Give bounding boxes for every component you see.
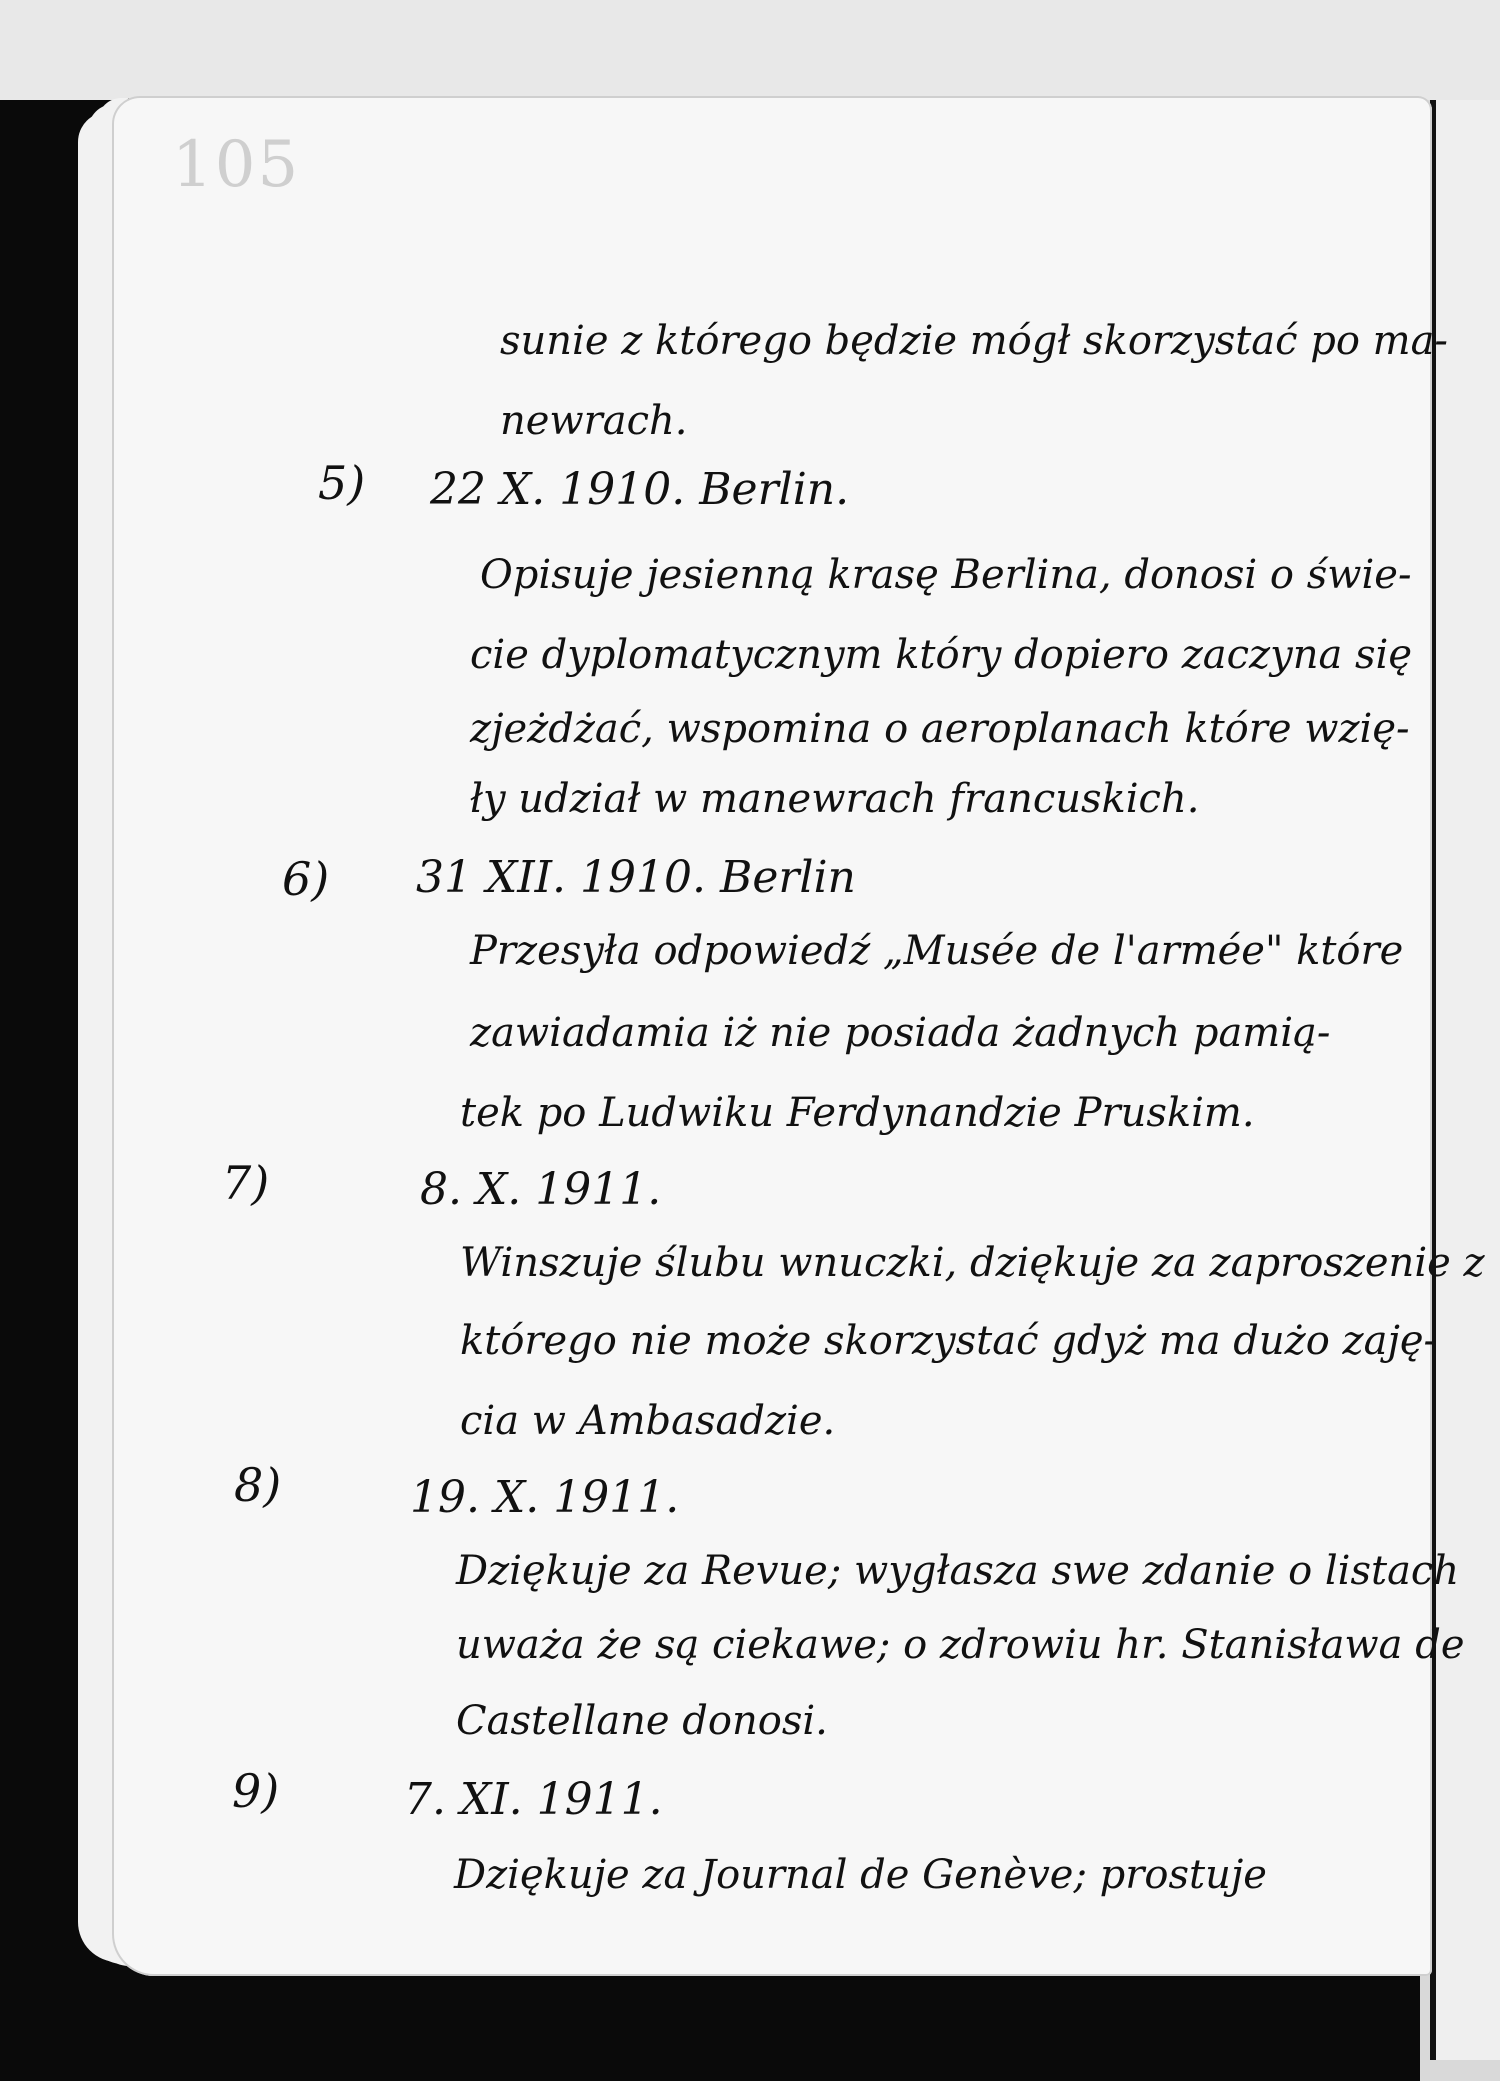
entry-line: tek po Ludwiku Ferdynandzie Pruskim. <box>460 1090 1255 1136</box>
entry-line: cia w Ambasadzie. <box>460 1398 836 1444</box>
entry-line: cie dyplomatycznym który dopiero zaczyna się <box>470 632 1413 678</box>
entry-date: 19. X. 1911. <box>410 1472 680 1523</box>
entry-number: 5) <box>318 456 366 510</box>
entry-line: którego nie może skorzystać gdyż ma dużo zaję- <box>460 1318 1438 1364</box>
entry-number: 8) <box>234 1458 282 1512</box>
entry-date: 7. XI. 1911. <box>404 1774 663 1825</box>
intro-line: newrach. <box>500 398 688 444</box>
entry-line: Opisuje jesienną krasę Berlina, donosi o świe- <box>480 552 1412 598</box>
intro-line: sunie z którego będzie mógł skorzystać po ma- <box>500 318 1448 364</box>
entry-date: 8. X. 1911. <box>420 1164 662 1215</box>
entry-number: 7) <box>222 1156 270 1210</box>
entry-line: uważa że są ciekawe; o zdrowiu hr. Stanisława de <box>456 1622 1465 1668</box>
entry-line: ły udział w manewrach francuskich. <box>470 776 1200 822</box>
entry-number: 6) <box>282 852 330 906</box>
entry-number: 9) <box>232 1764 280 1818</box>
entry-line: Winszuje ślubu wnuczki, dziękuje za zaproszenie z <box>460 1240 1485 1286</box>
facing-page-edge <box>1430 100 1500 2060</box>
entry-line: Castellane donosi. <box>456 1698 828 1744</box>
entry-date: 31 XII. 1910. Berlin <box>416 852 856 903</box>
entry-date: 22 X. 1910. Berlin. <box>430 464 850 515</box>
entry-line: Przesyła odpowiedź „Musée de l'armée" które <box>470 928 1404 974</box>
folio-number: 105 <box>172 128 301 202</box>
entry-line: Dziękuje za Revue; wygłasza swe zdanie o listach <box>456 1548 1460 1594</box>
entry-line: zjeżdżać, wspomina o aeroplanach które wzię- <box>470 706 1410 752</box>
backdrop <box>0 0 1500 100</box>
entry-line: Dziękuje za Journal de Genève; prostuje <box>454 1852 1267 1898</box>
entry-line: zawiadamia iż nie posiada żadnych pamią- <box>470 1010 1331 1056</box>
